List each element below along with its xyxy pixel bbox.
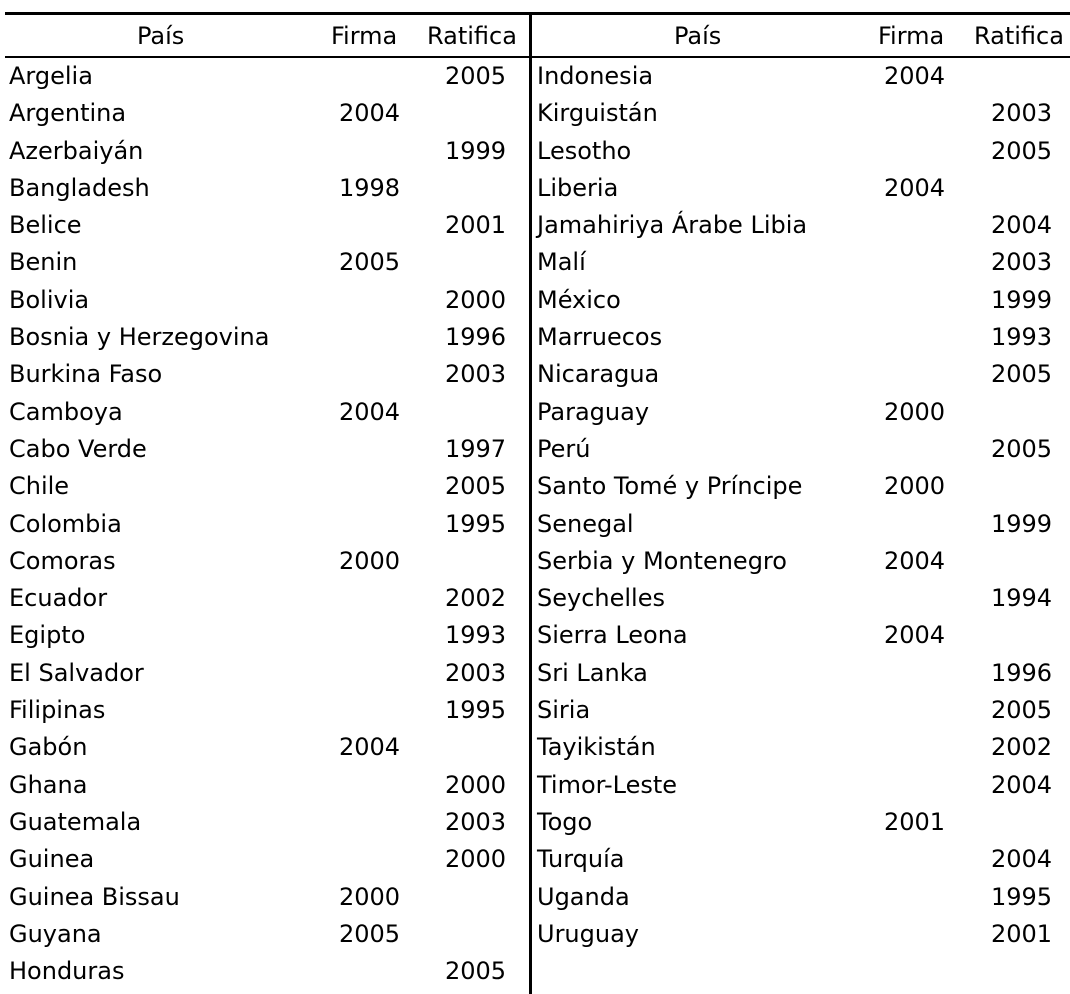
table-row: [5, 804, 529, 841]
table-row: [5, 543, 529, 580]
ratifica-cell: 2005: [445, 472, 507, 501]
header-country: País: [674, 22, 722, 50]
table-row: [5, 244, 529, 281]
country-cell: El Salvador: [9, 658, 144, 687]
ratifica-cell: 1995: [445, 696, 507, 725]
country-cell: Camboya: [9, 397, 123, 426]
country-cell: Argentina: [9, 99, 127, 128]
country-cell: Comoras: [9, 546, 116, 575]
firma-cell: 2004: [339, 733, 401, 762]
ratifica-cell: 2003: [445, 658, 507, 687]
country-cell: Paraguay: [537, 397, 650, 426]
country-cell: Turquía: [537, 845, 625, 874]
firma-cell: 2001: [884, 807, 946, 836]
country-cell: Kirguistán: [537, 99, 658, 128]
firma-cell: 2004: [339, 99, 401, 128]
ratifica-cell: 2005: [991, 360, 1053, 389]
ratifica-cell: 1996: [445, 323, 507, 352]
country-cell: Tayikistán: [537, 733, 656, 762]
country-cell: Lesotho: [537, 136, 632, 165]
header-ratifica: Ratifica: [427, 22, 517, 50]
firma-cell: 2005: [339, 919, 401, 948]
ratifica-cell: 2005: [991, 136, 1053, 165]
country-cell: Seychelles: [537, 584, 665, 613]
table-row: [5, 767, 529, 804]
firma-cell: 2004: [884, 546, 946, 575]
country-cell: Senegal: [537, 509, 634, 538]
country-cell: Belice: [9, 211, 82, 240]
table-row: [532, 543, 1070, 580]
table-row: [532, 692, 1070, 729]
ratifica-cell: 2005: [445, 957, 507, 986]
table-row: [5, 207, 529, 244]
table-row: [5, 282, 529, 319]
table-row: [532, 841, 1070, 878]
country-cell: Nicaragua: [537, 360, 660, 389]
country-cell: Argelia: [9, 62, 93, 90]
ratifica-cell: 1994: [991, 584, 1053, 613]
ratifica-cell: 2004: [991, 211, 1053, 240]
country-cell: Togo: [537, 807, 593, 836]
table-row: [532, 506, 1070, 543]
country-cell: Filipinas: [9, 696, 106, 725]
table-row: [532, 95, 1070, 132]
country-cell: Indonesia: [537, 62, 654, 90]
table-row: [5, 95, 529, 132]
country-cell: Benin: [9, 248, 78, 277]
country-cell: Egipto: [9, 621, 86, 650]
ratifica-cell: 2001: [445, 211, 507, 240]
ratifica-cell: 2000: [445, 285, 507, 314]
ratifica-cell: 2003: [991, 99, 1053, 128]
table-row: [5, 356, 529, 393]
ratifica-cell: 1997: [445, 434, 507, 463]
country-cell: Guinea Bissau: [9, 882, 180, 911]
country-cell: Ghana: [9, 770, 88, 799]
table-row: [532, 394, 1070, 431]
country-cell: Jamahiriya Árabe Libia: [537, 211, 808, 240]
table-row: [5, 468, 529, 505]
table-row: [532, 282, 1070, 319]
ratifica-cell: 2004: [991, 845, 1053, 874]
country-cell: Chile: [9, 472, 70, 501]
table-row: [532, 319, 1070, 356]
left-table: [5, 15, 529, 986]
ratifica-cell: 2005: [445, 62, 507, 90]
country-cell: Santo Tomé y Príncipe: [537, 472, 803, 501]
firma-cell: 2004: [884, 173, 946, 202]
table-row: [532, 207, 1070, 244]
right-table: [532, 15, 1070, 948]
country-cell: Perú: [537, 434, 591, 463]
ratifica-cell: 1996: [991, 658, 1053, 687]
firma-cell: 2004: [884, 621, 946, 650]
country-cell: Uruguay: [537, 919, 639, 948]
ratifica-cell: 2003: [445, 360, 507, 389]
country-cell: Colombia: [9, 509, 122, 538]
table-row: [5, 506, 529, 543]
table-row: [5, 729, 529, 766]
ratifica-cell: 1995: [991, 882, 1053, 911]
table-row: [532, 916, 1070, 953]
table-row: [532, 58, 1070, 95]
right-header-row: [532, 15, 1070, 56]
table-row: [5, 841, 529, 878]
country-cell: Honduras: [9, 957, 125, 986]
ratifica-cell: 1993: [991, 323, 1053, 352]
country-cell: Liberia: [537, 173, 619, 202]
ratifica-cell: 2003: [991, 248, 1053, 277]
firma-cell: 2004: [339, 397, 401, 426]
table-row: [532, 729, 1070, 766]
table-row: [5, 953, 529, 990]
country-cell: Guatemala: [9, 807, 142, 836]
header-firma: Firma: [878, 22, 945, 50]
table-row: [5, 319, 529, 356]
ratifica-cell: 2000: [445, 845, 507, 874]
country-cell: Azerbaiyán: [9, 136, 144, 165]
table-row: [532, 879, 1070, 916]
table-row: [5, 692, 529, 729]
left-header-row: [5, 15, 529, 56]
firma-cell: 2000: [339, 882, 401, 911]
table-row: [5, 394, 529, 431]
country-cell: Gabón: [9, 733, 88, 762]
table-row: [532, 617, 1070, 654]
country-cell: Timor-Leste: [537, 770, 678, 799]
ratifica-cell: 2005: [991, 434, 1053, 463]
country-cell: Bangladesh: [9, 173, 150, 202]
country-cell: Guyana: [9, 919, 102, 948]
firma-cell: 2000: [884, 472, 946, 501]
ratifica-cell: 2005: [991, 696, 1053, 725]
ratifica-cell: 1995: [445, 509, 507, 538]
ratifica-cell: 2000: [445, 770, 507, 799]
table-row: [532, 431, 1070, 468]
country-cell: Bolivia: [9, 285, 90, 314]
country-cell: Siria: [537, 696, 591, 725]
ratifica-cell: 2002: [991, 733, 1053, 762]
table-row: [5, 58, 529, 95]
ratifica-cell: 2002: [445, 584, 507, 613]
left-rows: [5, 58, 529, 990]
header-firma: Firma: [331, 22, 398, 50]
country-cell: Sri Lanka: [537, 658, 648, 687]
table-row: [5, 580, 529, 617]
country-cell: Bosnia y Herzegovina: [9, 323, 270, 352]
table-row: [532, 468, 1070, 505]
header-country: País: [137, 22, 185, 50]
firma-cell: 2000: [339, 546, 401, 575]
table-row: [5, 916, 529, 953]
country-cell: Malí: [537, 248, 586, 277]
table-row: [532, 580, 1070, 617]
table-row: [532, 356, 1070, 393]
table-row: [532, 133, 1070, 170]
ratifica-cell: 2003: [445, 807, 507, 836]
table-row: [5, 133, 529, 170]
table-row: [5, 170, 529, 207]
table-row: [532, 804, 1070, 841]
right-rows: [532, 58, 1070, 953]
table-row: [532, 170, 1070, 207]
country-cell: Burkina Faso: [9, 360, 163, 389]
table-row: [532, 244, 1070, 281]
firma-cell: 2005: [339, 248, 401, 277]
firma-cell: 2000: [884, 397, 946, 426]
table-row: [532, 655, 1070, 692]
firma-cell: 1998: [339, 173, 401, 202]
country-cell: Ecuador: [9, 584, 108, 613]
table-row: [5, 655, 529, 692]
ratifica-cell: 1993: [445, 621, 507, 650]
header-ratifica: Ratifica: [974, 22, 1064, 50]
country-cell: México: [537, 285, 621, 314]
ratifica-cell: 2004: [991, 770, 1053, 799]
ratifica-cell: 1999: [445, 136, 507, 165]
country-cell: Sierra Leona: [537, 621, 688, 650]
table-row: [5, 879, 529, 916]
country-cell: Cabo Verde: [9, 434, 147, 463]
table-row: [5, 431, 529, 468]
country-cell: Marruecos: [537, 323, 663, 352]
table-row: [532, 767, 1070, 804]
country-cell: Uganda: [537, 882, 630, 911]
ratifica-cell: 1999: [991, 285, 1053, 314]
country-cell: Serbia y Montenegro: [537, 546, 787, 575]
ratifica-cell: 1999: [991, 509, 1053, 538]
firma-cell: 2004: [884, 62, 946, 90]
country-cell: Guinea: [9, 845, 95, 874]
ratifica-cell: 2001: [991, 919, 1053, 948]
table-row: [5, 617, 529, 654]
